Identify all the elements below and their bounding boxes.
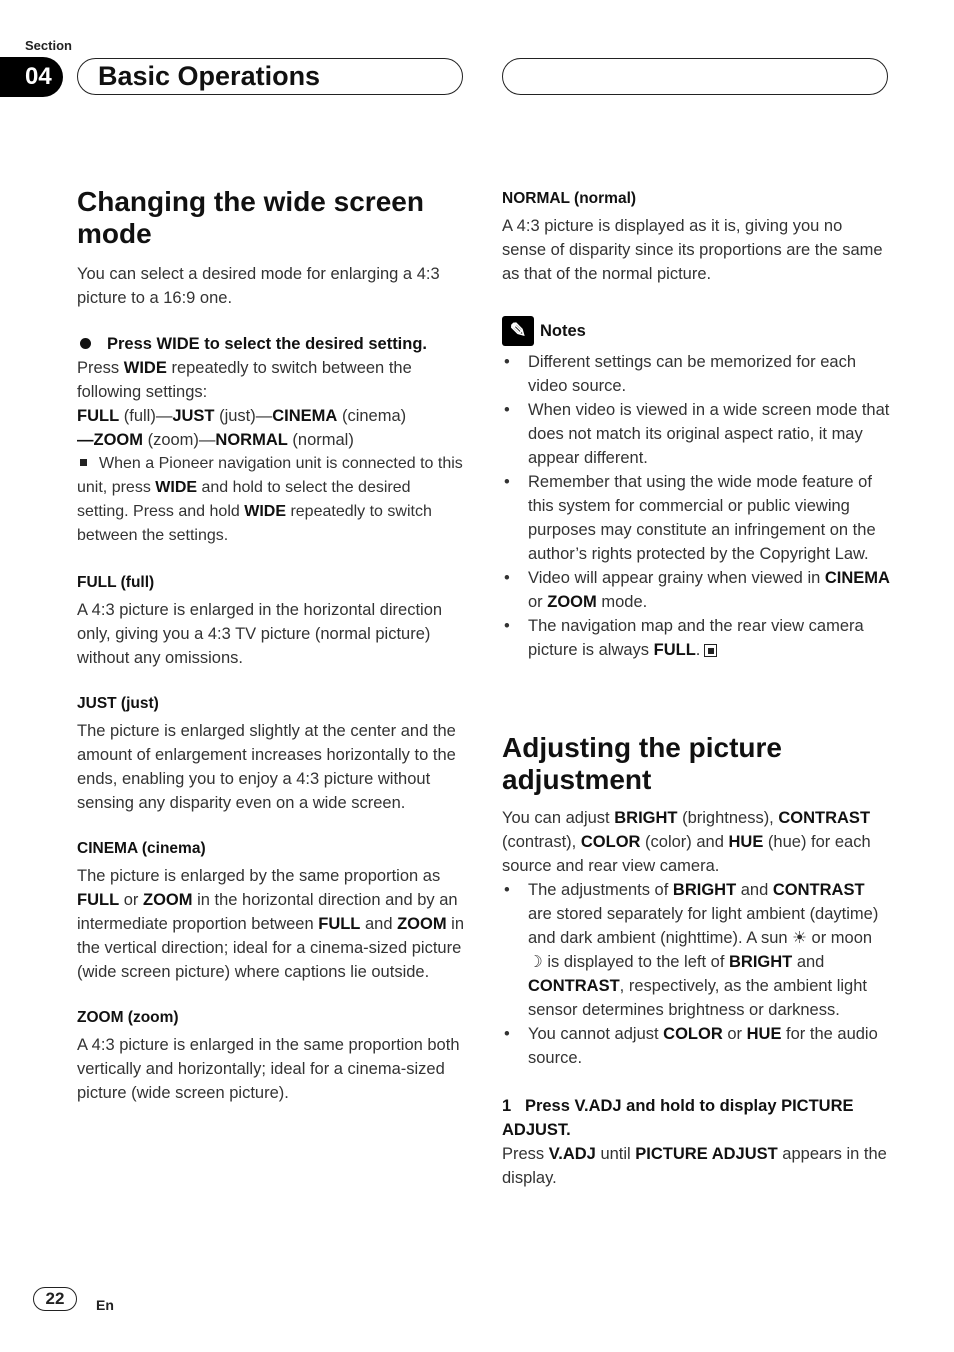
wide-settings-list: FULL (full)—JUST (just)—CINEMA (cinema) —ZOOM (zoom)—NORMAL (normal) (77, 407, 407, 449)
language-label: En (96, 1297, 114, 1313)
square-bullet-icon (80, 459, 87, 466)
full-body: A 4:3 picture is enlarged in the horizontal direction only, giving you a 4:3 TV picture (normal picture) without any omissions. (77, 601, 443, 667)
just-body: The picture is enlarged slightly at the center and the amount of enlargement increases horizontally to the ends, enabling you to enjoy a 4:3 picture without sensing any disparity even on a wide screen. (77, 722, 456, 812)
left-column (77, 186, 465, 1105)
just-heading: JUST (just) (77, 695, 159, 712)
wide-screen-intro: You can select a desired mode for enlarging a 4:3 picture to a 16:9 one. (77, 265, 440, 307)
full-heading: FULL (full) (77, 574, 155, 591)
step-1-body: Press V.ADJ until PICTURE ADJUST appears in the display. (502, 1145, 887, 1187)
normal-body: A 4:3 picture is displayed as it is, giving you no sense of disparity since its proportions are the same as that of the normal picture. (502, 217, 883, 283)
adjust-note-item: • You cannot adjust COLOR or HUE for the audio source. (502, 1022, 890, 1070)
page-number: 22 (33, 1287, 77, 1311)
zoom-heading: ZOOM (zoom) (77, 1009, 179, 1026)
header-empty-pill (502, 58, 888, 95)
moon-icon: ☽ (528, 953, 543, 971)
notes-label: Notes (540, 322, 586, 340)
pencil-icon: ✎ (502, 316, 534, 346)
note-item: • Different settings can be memorized for each video source. (502, 350, 890, 398)
note-item: • When video is viewed in a wide screen mode that does not match its original aspect ratio, it may appear different. (502, 398, 890, 470)
section-label: Section (25, 38, 72, 53)
note-item: • Video will appear grainy when viewed in CINEMA or ZOOM mode. (502, 566, 890, 614)
picture-adjust-heading: Adjusting the picture adjustment (502, 732, 782, 795)
note-item: • Remember that using the wide mode feature of this system for commercial or public viewing purposes may constitute an infringement on the author’s rights protected by the Copyright Law. (502, 470, 890, 566)
picture-adjust-intro: You can adjust BRIGHT (brightness), CONTRAST (contrast), COLOR (color) and HUE (hue) for each source and rear view camera. (502, 809, 871, 875)
wide-step-body: Press WIDE repeatedly to switch between the following settings: (77, 359, 412, 401)
notes-header (502, 316, 890, 346)
zoom-body: A 4:3 picture is enlarged in the same proportion both vertically and horizontally; ideal for a cinema-sized picture (wide screen picture). (77, 1036, 460, 1102)
sun-icon: ☀ (792, 929, 807, 947)
section-title: Basic Operations (77, 58, 463, 95)
end-mark-icon (704, 644, 717, 657)
cinema-body: The picture is enlarged by the same proportion as FULL or ZOOM in the horizontal direction and by an intermediate proportion between FULL and ZOOM in the vertical direction; ideal for a cinema-sized picture (wide screen picture) where captions lie outside. (77, 867, 465, 981)
note-item: • The navigation map and the rear view camera picture is always FULL. (502, 614, 890, 662)
normal-heading: NORMAL (normal) (502, 190, 637, 207)
navigation-note: When a Pioneer navigation unit is connected to this unit, press WIDE and hold to select the desired setting. Press and hold WIDE repeatedly to switch between the settings. (77, 455, 463, 544)
step-1: 1 Press V.ADJ and hold to display PICTURE ADJUST. (502, 1097, 854, 1139)
step-bullet-icon (80, 338, 91, 349)
step-number: 1 (502, 1097, 512, 1115)
wide-screen-heading: Changing the wide screen mode (77, 186, 424, 249)
adjust-note-item: • The adjustments of BRIGHT and CONTRAST are stored separately for light ambient (daytime) and dark ambient (nighttime). A sun ☀ or moon ☽ is displayed to the left of BRIGHT and CONTRAST, respectively, as the ambient light sensor determines brightness or darkness. (502, 878, 890, 1022)
wide-step: Press WIDE to select the desired setting. (77, 332, 465, 356)
cinema-heading: CINEMA (cinema) (77, 840, 206, 857)
right-column (502, 188, 890, 1190)
picture-adjust-notes (502, 878, 890, 1070)
notes-list (502, 350, 890, 662)
section-number-badge: 04 (0, 57, 63, 97)
